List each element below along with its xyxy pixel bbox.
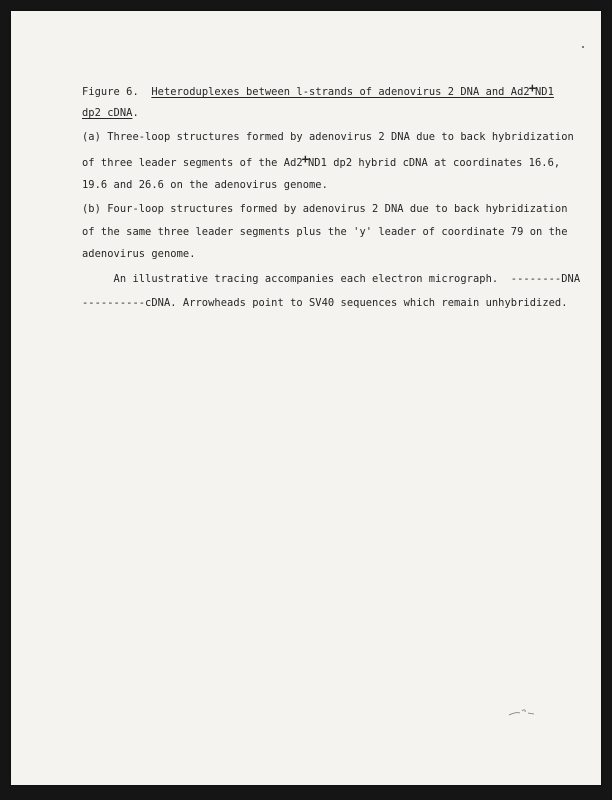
legend-line-1: An illustrative tracing accompanies each electron micrograph. --------DNA — [82, 273, 581, 285]
para-a-superscript: + — [301, 152, 309, 166]
caption-title-continued: dp2 cDNA — [82, 107, 133, 119]
caption-title — [151, 81, 554, 98]
caption-superscript: + — [528, 81, 536, 95]
para-a-line-2-suffix: ND1 dp2 hybrid cDNA at coordinates 16.6, — [307, 157, 561, 169]
caption-line-2 — [82, 107, 139, 119]
para-a-line-1: (a) Three-loop structures formed by adenovirus 2 DNA due to back hybridization — [82, 131, 574, 143]
para-b-line-1: (b) Four-loop structures formed by adenovirus 2 DNA due to back hybridization — [82, 203, 568, 215]
para-a-line-2 — [82, 152, 561, 169]
para-b-line-3: adenovirus genome. — [82, 248, 196, 260]
pencil-mark — [508, 705, 538, 719]
para-a-line-2-prefix: of three leader segments of the Ad2 — [82, 157, 303, 169]
caption-title-suffix: ND1 — [535, 86, 554, 98]
para-b-line-2: of the same three leader segments plus the 'y' leader of coordinate 79 on the — [82, 226, 568, 238]
figure-label: Figure 6. — [82, 86, 152, 98]
para-a-line-3: 19.6 and 26.6 on the adenovirus genome. — [82, 179, 328, 191]
document-page — [11, 11, 601, 785]
paper-speck — [582, 46, 584, 48]
legend-line-2: ----------cDNA. Arrowheads point to SV40 sequences which remain unhybridized. — [82, 297, 568, 309]
caption-period: . — [132, 107, 139, 119]
caption-title-text: Heteroduplexes between l-strands of adenovirus 2 DNA and Ad2 — [151, 86, 530, 98]
caption-line-1 — [82, 81, 554, 98]
